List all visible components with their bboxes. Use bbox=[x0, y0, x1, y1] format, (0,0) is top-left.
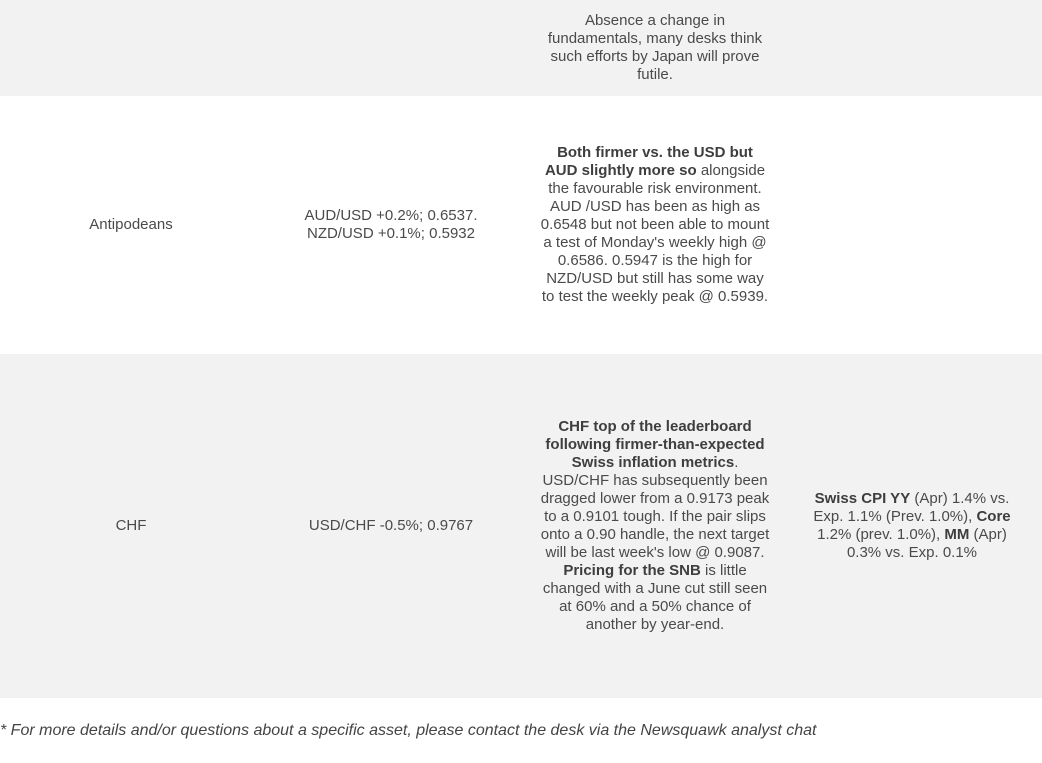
move-cell bbox=[262, 0, 520, 96]
move-text bbox=[304, 207, 477, 243]
comment-text: Absence a change in fundamentals, many desks think such efforts by Japan will prove futile. bbox=[547, 12, 763, 83]
asset-cell bbox=[0, 0, 262, 96]
table-row-antipodeans bbox=[0, 98, 1042, 352]
comment-cell bbox=[540, 0, 770, 96]
data-value-cpi-yy: (Apr) 1.4% vs. Exp. 1.1% (Prev. 1.0%), bbox=[813, 490, 1010, 525]
move-text: USD/CHF -0.5%; 0.9767 bbox=[308, 517, 474, 534]
table-row-chf bbox=[0, 354, 1042, 698]
comment-text bbox=[540, 418, 770, 634]
move-cell bbox=[262, 354, 520, 698]
data-label-mm: MM bbox=[944, 526, 970, 543]
move-line-aud: AUD/USD +0.2%; 0.6537. bbox=[304, 207, 478, 224]
comment-body: alongside the favourable risk environment. AUD /USD has been as high as 0.6548 but not been able to mount a test of Monday's weekly high @ 0.6586. 0.5947 is the high for NZD/USD but still has some way to test the weekly peak @ 0.5939. bbox=[540, 162, 770, 305]
data-cell bbox=[798, 98, 1026, 352]
asset-cell bbox=[0, 354, 262, 698]
comment-bold-lead: CHF top of the leaderboard following firmer-than-expected Swiss inflation metrics bbox=[545, 418, 765, 471]
comment-text bbox=[540, 144, 770, 306]
footnote: * For more details and/or questions about a specific asset, please contact the desk via the Newsquawk analyst chat bbox=[0, 722, 817, 739]
asset-name: Antipodeans bbox=[89, 216, 173, 233]
data-label-cpi-yy: Swiss CPI YY bbox=[814, 490, 911, 507]
comment-cell bbox=[540, 98, 770, 352]
comment-bold-snb: Pricing for the SNB bbox=[563, 562, 701, 579]
comment-body: . USD/CHF has subsequently been dragged lower from a 0.9173 peak to a 0.9101 tough. If the pair slips onto a 0.90 handle, the next target will be last week's low @ 0.9087. bbox=[540, 454, 770, 561]
data-cell bbox=[798, 0, 1026, 96]
move-line-nzd: NZD/USD +0.1%; 0.5932 bbox=[306, 225, 475, 242]
move-cell bbox=[262, 98, 520, 352]
data-text bbox=[798, 490, 1026, 562]
comment-cell bbox=[540, 354, 770, 698]
asset-cell bbox=[0, 98, 262, 352]
data-cell bbox=[798, 354, 1026, 698]
data-value-core: 1.2% (prev. 1.0%), bbox=[817, 526, 945, 543]
data-value-mm: (Apr) 0.3% vs. Exp. 0.1% bbox=[846, 526, 1007, 561]
asset-name: CHF bbox=[115, 517, 147, 534]
data-label-core: Core bbox=[976, 508, 1011, 525]
comment-tail: is little changed with a June cut still seen at 60% and a 50% chance of another by year-end. bbox=[542, 562, 768, 633]
comment-bold-lead: Both firmer vs. the USD but AUD slightly more so bbox=[544, 144, 753, 179]
table-row-japan-continuation bbox=[0, 0, 1042, 96]
